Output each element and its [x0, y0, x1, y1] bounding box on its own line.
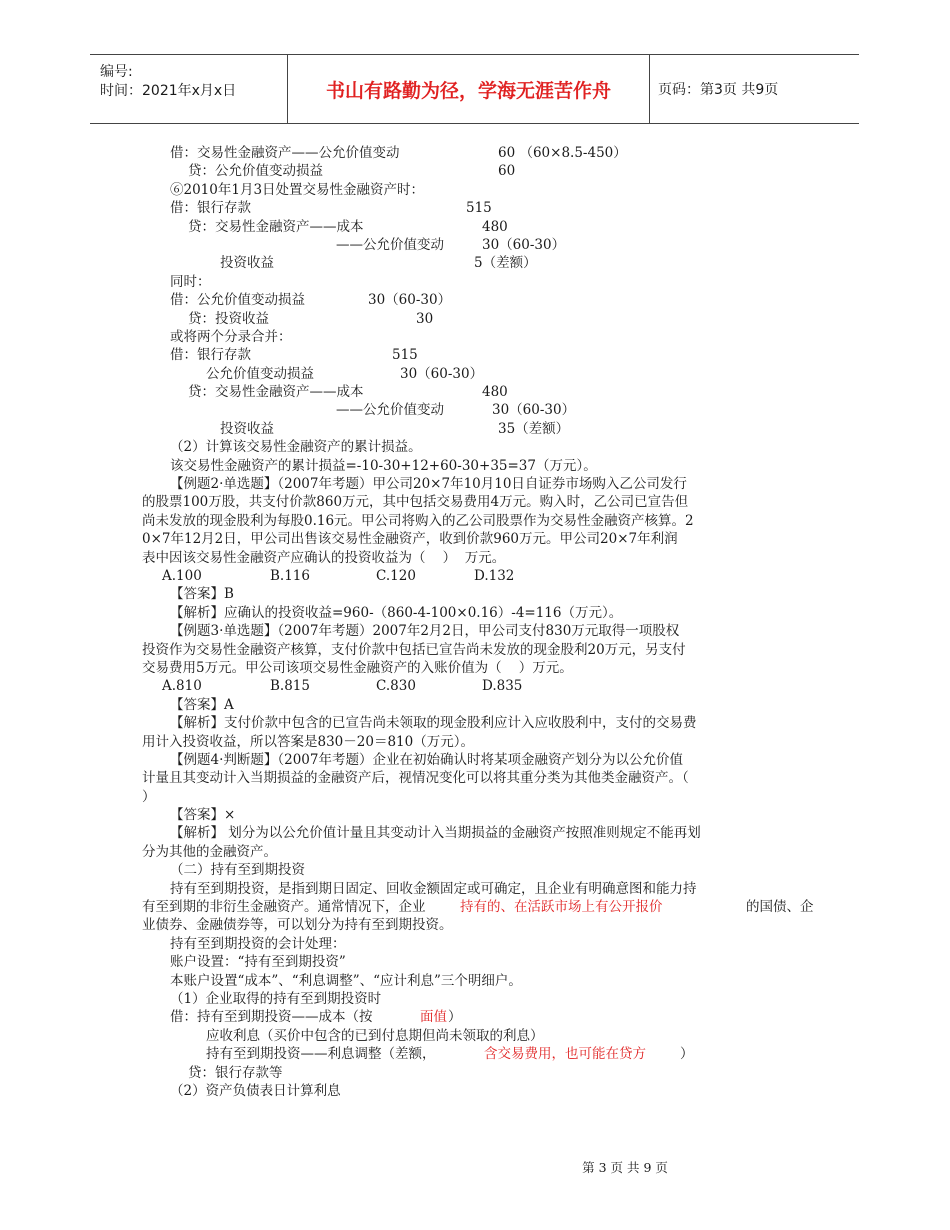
- text-segment: ——公允价值变动: [336, 402, 444, 419]
- page-header: [90, 54, 859, 124]
- text-line: [170, 972, 810, 990]
- text-segment: 表中因该交易性金融资产应确认的投资收益为（ ） 万元。: [142, 549, 506, 566]
- text-segment: 【答案】×: [170, 807, 236, 824]
- text-line: [170, 291, 810, 309]
- text-segment: 的国债、企: [746, 899, 814, 916]
- text-segment: 有至到期的非衍生金融资产。通常情况下，企业: [142, 899, 426, 916]
- text-line: [142, 769, 810, 787]
- text-segment: 持有至到期投资的会计处理：: [170, 935, 346, 952]
- text-segment: 贷：交易性金融资产——成本: [188, 218, 364, 235]
- text-line: [142, 788, 810, 806]
- text-segment: 515: [392, 347, 418, 364]
- text-segment: 0×7年12月2日，甲公司出售该交易性金融资产，收到价款960万元。甲公司20×7年利润: [142, 531, 678, 548]
- text-segment: ⑥2010年1月3日处置交易性金融资产时：: [170, 181, 425, 198]
- text-line: [170, 457, 810, 475]
- text-line: [170, 1082, 810, 1100]
- text-segment: 30（60-30）: [400, 365, 484, 382]
- text-segment: C.120: [376, 567, 416, 584]
- text-line: [170, 144, 810, 162]
- text-segment: 同时：: [170, 273, 211, 290]
- text-segment: 35（差额）: [498, 420, 570, 437]
- text-line: [170, 990, 810, 1008]
- page-footer: [0, 1158, 950, 1176]
- text-line: [162, 567, 810, 585]
- text-line: [170, 935, 810, 953]
- text-line: [170, 162, 810, 180]
- text-line: [142, 916, 810, 934]
- text-line: [142, 512, 810, 530]
- text-line: [170, 328, 810, 346]
- highlighted-text: 持有的、在活跃市场上有公开报价: [460, 899, 663, 916]
- text-segment: 投资收益: [220, 255, 274, 272]
- text-segment: 60: [498, 163, 516, 180]
- text-segment: A.810: [162, 678, 202, 695]
- text-line: [170, 181, 810, 199]
- text-segment: 业债券、金融债券等，可以划分为持有至到期投资。: [142, 917, 453, 934]
- text-segment: 5（差额）: [474, 255, 537, 272]
- text-segment: （二）持有至到期投资: [170, 862, 305, 879]
- text-segment: 或将两个分录合并：: [170, 328, 292, 345]
- text-line: [170, 1008, 810, 1026]
- text-line: [142, 898, 814, 916]
- text-line: [170, 438, 810, 456]
- text-segment: 贷：交易性金融资产——成本: [188, 384, 364, 401]
- text-segment: 借：持有至到期投资——成本（按: [170, 1009, 373, 1026]
- text-line: [170, 622, 810, 640]
- text-line: [170, 953, 810, 971]
- text-line: [142, 641, 810, 659]
- text-line: [170, 824, 810, 842]
- text-line: [170, 218, 810, 236]
- text-segment: C.830: [376, 678, 416, 695]
- text-line: [170, 585, 810, 603]
- text-segment: 30（60-30）: [368, 292, 452, 309]
- text-line: [170, 199, 810, 217]
- text-line: [170, 346, 810, 364]
- text-line: [170, 880, 810, 898]
- text-line: [170, 1064, 810, 1082]
- text-segment: 30（60-30）: [492, 402, 576, 419]
- text-line: [170, 714, 810, 732]
- text-segment: 【解析】支付价款中包含的已宣告尚未领取的现金股利应计入应收股利中，支付的交易费: [170, 715, 697, 732]
- text-segment: （1）企业取得的持有至到期投资时: [170, 990, 382, 1007]
- text-line: [170, 310, 810, 328]
- text-segment: ——公允价值变动: [336, 236, 444, 253]
- text-line: [142, 549, 810, 567]
- text-segment: 【答案】B: [170, 586, 234, 603]
- text-line: [170, 273, 810, 291]
- text-line: [142, 843, 810, 861]
- text-segment: ）: [680, 1046, 694, 1063]
- text-segment: 【解析】应确认的投资收益=960-（860-4-100×0.16）-4=116（万元）。: [170, 604, 623, 621]
- text-segment: 交易费用5万元。甲公司该项交易性金融资产的入账价值为（ ）万元。: [142, 659, 573, 676]
- header-motto: 书山有路勤为径，学海无涯苦作舟: [288, 55, 650, 123]
- footer-page-number: 第 3 页 共 9 页: [582, 1160, 668, 1175]
- text-segment: 480: [482, 218, 508, 235]
- text-segment: 【例题2·单选题】（2007年考题）甲公司20×7年10月10日自证券市场购入乙公司发行: [170, 476, 687, 493]
- text-line: [142, 530, 810, 548]
- text-line: [170, 383, 810, 401]
- text-segment: 借：银行存款: [170, 200, 251, 217]
- text-segment: 投资作为交易性金融资产核算，支付价款中包括已宣告尚未发放的现金股利20万元，另支付: [142, 641, 686, 658]
- text-segment: 本账户设置“成本”、“利息调整”、“应计利息”三个明细户。: [170, 972, 522, 989]
- text-segment: 用计入投资收益，所以答案是830－20＝810（万元）。: [142, 733, 474, 750]
- text-line: [142, 659, 810, 677]
- header-meta-cell: [90, 55, 288, 123]
- text-segment: 30（60-30）: [482, 236, 566, 253]
- text-segment: 持有至到期投资——利息调整（差额，: [206, 1046, 436, 1063]
- text-segment: 贷：银行存款等: [188, 1064, 283, 1081]
- text-segment: 该交易性金融资产的累计损益=-10-30+12+60-30+35=37（万元）。: [170, 457, 597, 474]
- text-segment: 借：交易性金融资产——公允价值变动: [170, 145, 400, 161]
- text-segment: 持有至到期投资，是指到期日固定、回收金额固定或可确定，且企业有明确意图和能力持: [170, 880, 697, 897]
- text-segment: ）: [448, 1009, 462, 1026]
- text-segment: 尚未发放的现金股利为每股0.16元。甲公司将购入的乙公司股票作为交易性金融资产核算。2: [142, 512, 694, 529]
- text-line: [170, 475, 810, 493]
- text-segment: B.815: [270, 678, 310, 695]
- text-line: [170, 236, 810, 254]
- text-segment: 分为其他的金融资产。: [142, 843, 277, 860]
- text-segment: 应收利息（买价中包含的已到付息期但尚未领取的利息）: [206, 1027, 544, 1044]
- text-segment: 投资收益: [220, 420, 274, 437]
- doc-date-label: 时间：2021年x月x日: [100, 83, 237, 99]
- text-segment: （2）计算该交易性金融资产的累计损益。: [170, 439, 422, 456]
- text-segment: B.116: [270, 567, 310, 584]
- text-segment: 480: [482, 384, 508, 401]
- text-segment: （2）资产负债表日计算利息: [170, 1082, 341, 1099]
- text-line: [142, 733, 810, 751]
- text-segment: 30: [416, 310, 434, 327]
- text-segment: 515: [466, 200, 492, 217]
- text-line: [170, 254, 810, 272]
- text-segment: 【例题3·单选题】（2007年考题）2007年2月2日，甲公司支付830万元取得一项股权: [170, 623, 680, 640]
- text-line: [170, 696, 810, 714]
- text-segment: 账户设置：“持有至到期投资”: [170, 954, 346, 971]
- text-segment: D.132: [474, 567, 515, 584]
- text-segment: ）: [142, 788, 156, 805]
- text-segment: 的股票100万股，共支付价款860万元，其中包括交易费用4万元。购入时，乙公司已宣告但: [142, 494, 689, 511]
- text-line: [142, 493, 810, 511]
- text-line: [170, 806, 810, 824]
- text-line: [170, 365, 810, 383]
- document-body: [142, 144, 814, 1100]
- text-segment: 60 （60×8.5-450）: [498, 145, 627, 161]
- doc-code-label: 编号:: [100, 64, 133, 80]
- text-line: [170, 861, 810, 879]
- header-page-number: 页码：第3页 共9页: [658, 82, 779, 98]
- text-segment: 【答案】A: [170, 696, 234, 713]
- text-segment: 借：公允价值变动损益: [170, 292, 305, 309]
- text-segment: 【解析】 划分为以公允价值计量且其变动计入当期损益的金融资产按照准则规定不能再划: [170, 825, 701, 842]
- text-line: [170, 401, 810, 419]
- text-segment: A.100: [162, 567, 202, 584]
- text-line: [170, 420, 810, 438]
- highlighted-text: 面值: [420, 1009, 447, 1026]
- text-segment: 借：银行存款: [170, 347, 251, 364]
- text-line: [170, 1027, 810, 1045]
- text-segment: 计量且其变动计入当期损益的金融资产后，视情况变化可以将其重分类为其他类金融资产。（: [142, 770, 689, 787]
- text-segment: 【例题4·判断题】（2007年考题）企业在初始确认时将某项金融资产划分为以公允价值: [170, 751, 683, 768]
- highlighted-text: 含交易费用，也可能在贷方: [484, 1046, 646, 1063]
- text-segment: D.835: [482, 678, 523, 695]
- text-segment: 贷：投资收益: [188, 310, 269, 327]
- text-line: [170, 751, 810, 769]
- text-segment: 贷：公允价值变动损益: [188, 163, 323, 180]
- text-segment: 公允价值变动损益: [206, 365, 314, 382]
- text-line: [162, 677, 810, 695]
- text-line: [170, 1045, 810, 1063]
- text-line: [170, 604, 810, 622]
